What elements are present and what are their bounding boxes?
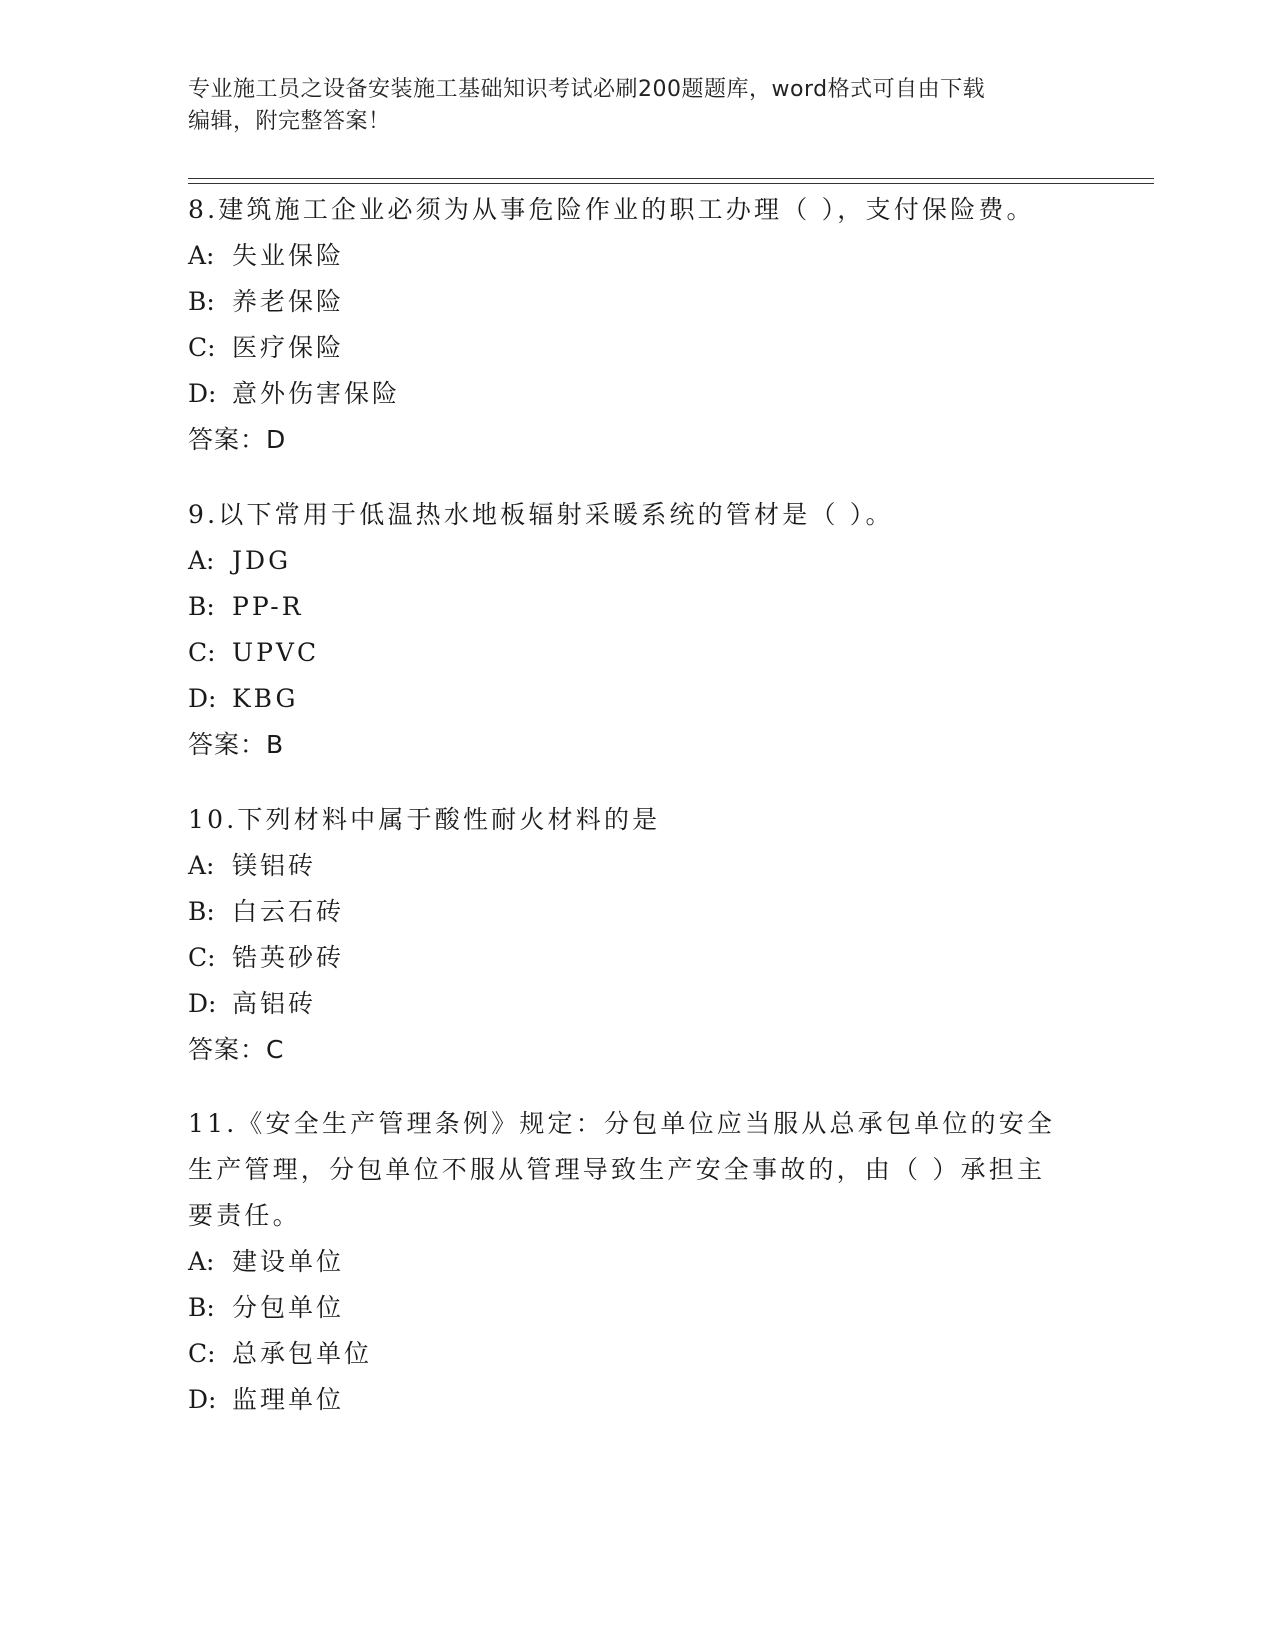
option-letter: B: (188, 1293, 215, 1322)
option-text: 养老保险 (232, 287, 345, 316)
option-letter: D: (188, 1385, 217, 1414)
option-a (188, 1239, 1088, 1285)
option-text: 意外伤害保险 (232, 379, 401, 408)
answer-line: 答案：C (188, 1035, 285, 1064)
option-d (188, 981, 1088, 1027)
option-letter: A: (188, 241, 215, 270)
option-letter: D: (188, 379, 217, 408)
option-letter: C: (188, 638, 216, 667)
option-letter: B: (188, 897, 215, 926)
header-divider-top (188, 178, 1154, 179)
option-text: JDG (232, 546, 292, 575)
option-text: 镁铝砖 (232, 851, 317, 880)
option-text: 建设单位 (232, 1247, 345, 1276)
option-letter: C: (188, 1339, 216, 1368)
option-text: 高铝砖 (232, 989, 317, 1018)
question-stem-line-1: 11.《安全生产管理条例》规定：分包单位应当服从总承包单位的安全 (188, 1109, 1056, 1138)
option-a (188, 538, 1088, 584)
option-b (188, 584, 1088, 630)
option-c (188, 1331, 1088, 1377)
option-text: PP-R (232, 592, 304, 621)
option-text: 锆英砂砖 (232, 943, 345, 972)
option-c (188, 935, 1088, 981)
option-d (188, 676, 1088, 722)
option-letter: C: (188, 333, 216, 362)
answer-line: 答案：D (188, 425, 287, 454)
question-stem-line-3: 要责任。 (188, 1201, 301, 1230)
option-text: 总承包单位 (232, 1339, 373, 1368)
option-letter: A: (188, 851, 215, 880)
option-d (188, 1377, 1088, 1423)
option-text: UPVC (232, 638, 320, 667)
option-text: KBG (232, 684, 299, 713)
option-letter: D: (188, 989, 217, 1018)
option-text: 医疗保险 (232, 333, 345, 362)
option-a (188, 843, 1088, 889)
option-letter: B: (188, 287, 215, 316)
option-d (188, 371, 1088, 417)
option-letter: A: (188, 546, 215, 575)
title-line-2: 编辑，附完整答案！ (188, 109, 391, 134)
option-text: 白云石砖 (232, 897, 345, 926)
title-line-1: 专业施工员之设备安装施工基础知识考试必刷200题题库，word格式可自由下载 (188, 77, 986, 102)
option-c (188, 325, 1088, 371)
option-letter: A: (188, 1247, 215, 1276)
option-a (188, 233, 1088, 279)
question-9 (188, 492, 1088, 768)
option-text: 分包单位 (232, 1293, 345, 1322)
option-text: 失业保险 (232, 241, 345, 270)
option-b (188, 889, 1088, 935)
document-title (188, 74, 1088, 138)
option-b (188, 1285, 1088, 1331)
question-11 (188, 1101, 1088, 1423)
option-letter: D: (188, 684, 217, 713)
option-letter: B: (188, 592, 215, 621)
answer-line: 答案：B (188, 730, 285, 759)
question-stem: 9.以下常用于低温热水地板辐射采暖系统的管材是（ ）。 (188, 500, 894, 529)
question-stem-line-2: 生产管理，分包单位不服从管理导致生产安全事故的，由（ ）承担主 (188, 1155, 1046, 1184)
question-10 (188, 797, 1088, 1073)
option-c (188, 630, 1088, 676)
header-divider-bottom (188, 183, 1154, 184)
option-b (188, 279, 1088, 325)
question-8 (188, 187, 1088, 463)
question-stem: 10.下列材料中属于酸性耐火材料的是 (188, 805, 661, 834)
option-letter: C: (188, 943, 216, 972)
option-text: 监理单位 (232, 1385, 345, 1414)
question-stem: 8.建筑施工企业必须为从事危险作业的职工办理（ ），支付保险费。 (188, 195, 1035, 224)
